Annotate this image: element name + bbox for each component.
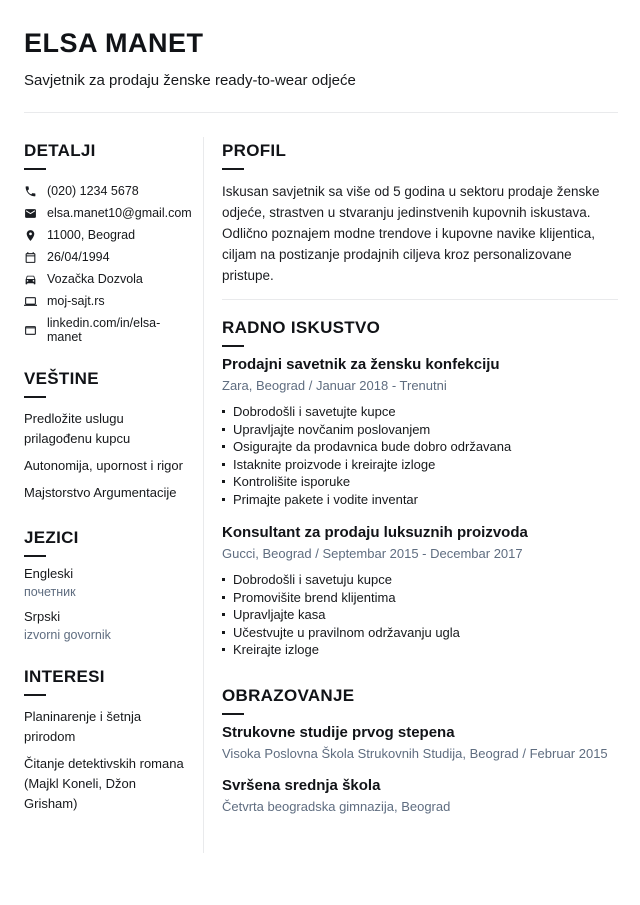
contact-row-license bbox=[24, 272, 192, 286]
job-meta: Gucci, Beograd / Septembar 2015 - Decembar 2017 bbox=[222, 546, 523, 561]
contact-row-linkedin bbox=[24, 316, 192, 344]
bullet-marker bbox=[222, 648, 225, 651]
contact-website-value: moj-sajt.rs bbox=[47, 294, 105, 308]
calendar-icon bbox=[24, 251, 37, 264]
job-bullet bbox=[222, 473, 618, 491]
skill-item: Predložite uslugu prilagođenu kupcu bbox=[24, 411, 131, 446]
contact-row-website bbox=[24, 294, 192, 308]
bullet-marker bbox=[222, 631, 225, 634]
contact-row-email bbox=[24, 206, 192, 220]
job-bullet-text: Primajte pakete i vodite inventar bbox=[233, 491, 418, 507]
bullet-marker bbox=[222, 596, 225, 599]
education-meta: Četvrta beogradska gimnazija, Beograd bbox=[222, 798, 451, 814]
education-entry bbox=[222, 724, 618, 761]
bullet-marker bbox=[222, 445, 225, 448]
location-pin-icon bbox=[24, 229, 37, 242]
bullet-marker bbox=[222, 428, 225, 431]
main-column bbox=[204, 113, 618, 879]
profile-heading: PROFIL bbox=[222, 141, 618, 170]
skills-heading: VEŠTINE bbox=[24, 369, 192, 398]
job-bullet bbox=[222, 421, 618, 439]
job-bullet-list bbox=[222, 571, 618, 659]
skill-item: Majstorstvo Argumentacije bbox=[24, 485, 177, 500]
interests-section bbox=[24, 667, 192, 814]
job-bullet bbox=[222, 438, 618, 456]
contact-email-value: elsa.manet10@gmail.com bbox=[47, 206, 192, 220]
language-item bbox=[24, 566, 192, 599]
education-meta: Visoka Poslovna Škola Strukovnih Studija, Beograd / Februar 2015 bbox=[222, 745, 608, 761]
contact-row-address bbox=[24, 228, 192, 242]
experience-section bbox=[222, 318, 618, 659]
bullet-marker bbox=[222, 480, 225, 483]
profile-divider bbox=[222, 299, 618, 300]
job-bullet-text: Kontrolišite isporuke bbox=[233, 474, 351, 489]
contact-linkedin-value: linkedin.com/in/elsa-manet bbox=[47, 316, 161, 344]
language-level: почетник bbox=[24, 585, 76, 599]
job-bullet bbox=[222, 606, 618, 624]
contact-row-phone bbox=[24, 184, 192, 198]
job-bullet bbox=[222, 641, 618, 659]
job-bullet bbox=[222, 589, 618, 607]
language-list bbox=[24, 566, 192, 642]
language-item bbox=[24, 609, 192, 642]
job-bullet bbox=[222, 571, 618, 589]
education-section bbox=[222, 686, 618, 814]
bullet-marker bbox=[222, 410, 225, 413]
skills-section bbox=[24, 369, 192, 503]
job-bullet-text: Dobrodošli i savetuju kupce bbox=[233, 572, 392, 587]
job-title: Prodajni savetnik za žensku konfekciju bbox=[222, 356, 500, 373]
job-title: Konsultant za prodaju luksuznih proizvoda bbox=[222, 524, 528, 541]
experience-heading: RADNO ISKUSTVO bbox=[222, 318, 618, 347]
job-bullet bbox=[222, 456, 618, 474]
language-name: Engleski bbox=[24, 566, 74, 581]
bullet-marker bbox=[222, 463, 225, 466]
language-name: Srpski bbox=[24, 609, 61, 624]
interest-item: Planinarenje i šetnja prirodom bbox=[24, 709, 142, 744]
contact-phone-value: (020) 1234 5678 bbox=[47, 184, 139, 198]
contact-row-birthdate bbox=[24, 250, 192, 264]
job-bullet-list bbox=[222, 403, 618, 508]
bullet-marker bbox=[222, 613, 225, 616]
job-bullet-text: Kreirajte izloge bbox=[233, 642, 319, 657]
profile-section bbox=[222, 141, 618, 300]
job-bullet-text: Upravljajte novčanim poslovanjem bbox=[233, 421, 431, 437]
job-bullet-text: Učestvujte u pravilnom održavanju ugla bbox=[233, 624, 460, 640]
education-entry bbox=[222, 777, 618, 814]
contact-address-value: 11000, Beograd bbox=[47, 228, 136, 242]
contact-license-value: Vozačka Dozvola bbox=[47, 272, 143, 286]
languages-section bbox=[24, 528, 192, 642]
interests-heading: INTERESI bbox=[24, 667, 192, 696]
job-entry bbox=[222, 356, 618, 508]
job-bullet bbox=[222, 624, 618, 642]
sidebar bbox=[24, 113, 192, 879]
education-heading: OBRAZOVANJE bbox=[222, 686, 618, 715]
contact-list bbox=[24, 184, 192, 344]
cv-header bbox=[24, 28, 618, 113]
education-title: Svršena srednja škola bbox=[222, 776, 381, 794]
skill-list bbox=[24, 409, 192, 503]
details-heading: DETALJI bbox=[24, 141, 192, 170]
interest-list bbox=[24, 707, 192, 814]
skill-item: Autonomija, upornost i rigor bbox=[24, 458, 183, 473]
job-bullet-text: Promovišite brend klijentima bbox=[233, 589, 396, 605]
language-level: izvorni govornik bbox=[24, 628, 111, 642]
car-icon bbox=[24, 273, 37, 286]
job-entry bbox=[222, 524, 618, 659]
education-title: Strukovne studije prvog stepena bbox=[222, 723, 455, 741]
bullet-marker bbox=[222, 578, 225, 581]
job-bullet-text: Dobrodošli i savetujte kupce bbox=[233, 404, 396, 419]
cv-columns bbox=[24, 113, 618, 879]
job-bullet bbox=[222, 403, 618, 421]
details-section bbox=[24, 141, 192, 344]
job-bullet-text: Upravljajte kasa bbox=[233, 607, 326, 622]
job-meta: Zara, Beograd / Januar 2018 - Trenutni bbox=[222, 378, 447, 393]
profile-text: Iskusan savjetnik sa više od 5 godina u sektoru prodaje ženske odjeće, strastven u stvaranju jedinstvenih kupovnih iskustava. Odlično poznajem modne trendove i kupovne navike klijentica, ciljam na postizanje prodajnih ciljeva kroz personalizovane pristupe. bbox=[222, 184, 600, 283]
candidate-job-title: Savjetnik za prodaju ženske ready-to-wear odjeće bbox=[24, 72, 356, 89]
envelope-icon bbox=[24, 207, 37, 220]
job-bullet bbox=[222, 491, 618, 509]
phone-icon bbox=[24, 185, 37, 198]
job-bullet-text: Istaknite proizvode i kreirajte izloge bbox=[233, 456, 436, 472]
browser-window-icon bbox=[24, 324, 37, 337]
contact-birthdate-value: 26/04/1994 bbox=[47, 250, 110, 264]
laptop-icon bbox=[24, 295, 37, 308]
bullet-marker bbox=[222, 498, 225, 501]
candidate-name: ELSA MANET bbox=[24, 28, 204, 58]
languages-heading: JEZICI bbox=[24, 528, 192, 557]
interest-item: Čitanje detektivskih romana (Majkl Koneli, Džon Grisham) bbox=[24, 756, 184, 811]
job-bullet-text: Osigurajte da prodavnica bude dobro održavana bbox=[233, 439, 512, 454]
